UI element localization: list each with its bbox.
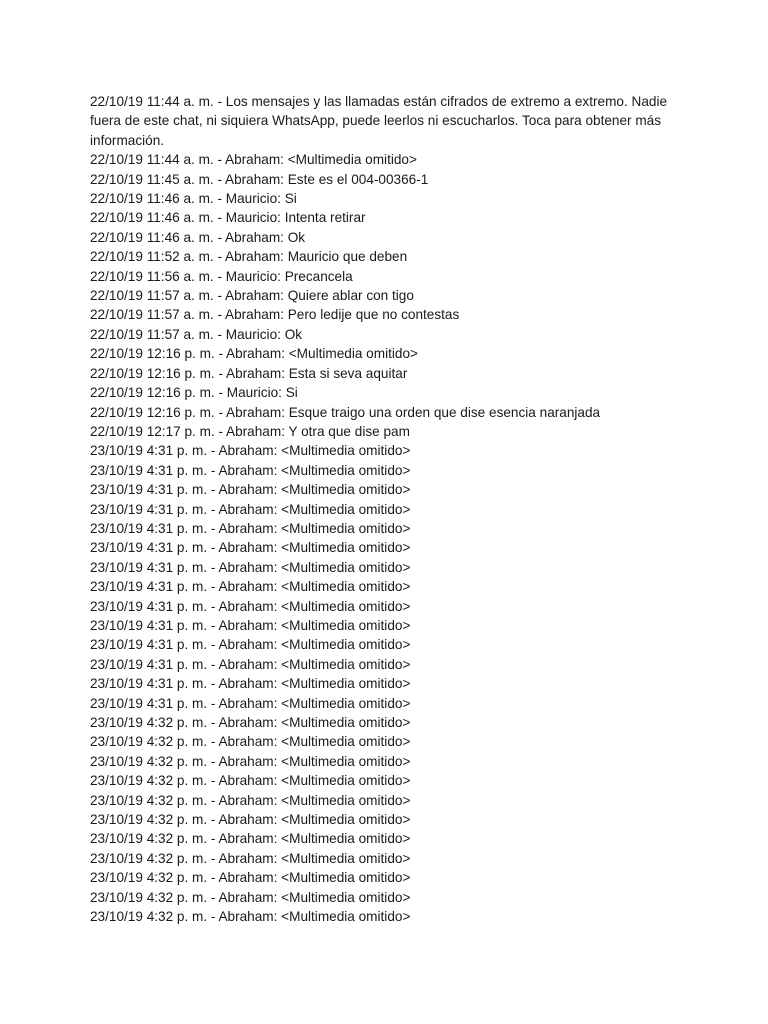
chat-message-line: 23/10/19 4:32 p. m. - Abraham: <Multimedia omitido> bbox=[90, 715, 411, 730]
chat-message-line: 22/10/19 11:46 a. m. - Abraham: Ok bbox=[90, 229, 306, 245]
chat-message-line: 22/10/19 11:46 a. m. - Mauricio: Intenta retirar bbox=[90, 210, 366, 226]
chat-message-line: 23/10/19 4:31 p. m. - Abraham: <Multimedia omitido> bbox=[90, 617, 411, 633]
chat-message-line: 23/10/19 4:31 p. m. - Abraham: <Multimedia omitido> bbox=[90, 598, 411, 614]
chat-message-line: 22/10/19 11:57 a. m. - Mauricio: Ok bbox=[90, 326, 303, 342]
chat-message-line: 23/10/19 4:32 p. m. - Abraham: <Multimedia omitido> bbox=[90, 889, 411, 905]
chat-message-line: 23/10/19 4:32 p. m. - Abraham: <Multimedia omitido> bbox=[90, 773, 411, 789]
chat-message-line: 22/10/19 11:44 a. m. - Abraham: <Multimedia omitido> bbox=[90, 152, 417, 168]
chat-message-line: 23/10/19 4:31 p. m. - Abraham: <Multimedia omitido> bbox=[90, 462, 411, 478]
chat-message-line: 23/10/19 4:32 p. m. - Abraham: <Multimedia omitido> bbox=[90, 792, 411, 808]
chat-message-line: 22/10/19 11:57 a. m. - Abraham: Quiere ablar con tigo bbox=[90, 288, 414, 304]
chat-transcript bbox=[90, 92, 690, 926]
chat-message-line: 23/10/19 4:32 p. m. - Abraham: <Multimedia omitido> bbox=[90, 870, 411, 886]
chat-message-line: 23/10/19 4:32 p. m. - Abraham: <Multimedia omitido> bbox=[90, 734, 411, 750]
chat-message-line: 23/10/19 4:31 p. m. - Abraham: <Multimedia omitido> bbox=[90, 579, 411, 595]
chat-message-line: 23/10/19 4:31 p. m. - Abraham: <Multimedia omitido> bbox=[90, 540, 411, 556]
chat-message-line: 23/10/19 4:31 p. m. - Abraham: <Multimedia omitido> bbox=[90, 501, 411, 517]
chat-message-line: 22/10/19 12:16 p. m. - Abraham: Esque traigo una orden que dise esencia naranjada bbox=[90, 404, 601, 420]
chat-message-line: 22/10/19 12:16 p. m. - Abraham: <Multimedia omitido> bbox=[90, 346, 418, 362]
chat-message-line: 22/10/19 11:57 a. m. - Abraham: Pero ledije que no contestas bbox=[90, 307, 460, 323]
chat-message-line: 22/10/19 12:16 p. m. - Abraham: Esta si seva aquitar bbox=[90, 365, 408, 381]
chat-message-line: 23/10/19 4:31 p. m. - Abraham: <Multimedia omitido> bbox=[90, 520, 411, 536]
chat-message-line: 23/10/19 4:31 p. m. - Abraham: <Multimedia omitido> bbox=[90, 559, 411, 575]
chat-message-line: 22/10/19 11:56 a. m. - Mauricio: Precancela bbox=[90, 268, 353, 284]
chat-message-line: 23/10/19 4:32 p. m. - Abraham: <Multimedia omitido> bbox=[90, 831, 411, 847]
chat-message-line: 22/10/19 11:46 a. m. - Mauricio: Si bbox=[90, 191, 297, 207]
message-list bbox=[90, 150, 690, 926]
chat-message-line: 23/10/19 4:31 p. m. - Abraham: <Multimedia omitido> bbox=[90, 637, 411, 653]
chat-message-line: 22/10/19 12:17 p. m. - Abraham: Y otra que dise pam bbox=[90, 423, 410, 439]
chat-message-line: 23/10/19 4:32 p. m. - Abraham: <Multimedia omitido> bbox=[90, 812, 411, 828]
encryption-notice: 22/10/19 11:44 a. m. - Los mensajes y las llamadas están cifrados de extremo a extremo. Nadie fuera de este chat, ni siquiera WhatsApp, puede leerlos ni escucharlos. Toca para obtener más información. bbox=[90, 94, 668, 148]
chat-message-line: 23/10/19 4:31 p. m. - Abraham: <Multimedia omitido> bbox=[90, 482, 411, 498]
chat-message-line: 23/10/19 4:32 p. m. - Abraham: <Multimedia omitido> bbox=[90, 753, 411, 769]
chat-message-line: 23/10/19 4:31 p. m. - Abraham: <Multimedia omitido> bbox=[90, 695, 411, 711]
chat-message-line: 23/10/19 4:31 p. m. - Abraham: <Multimedia omitido> bbox=[90, 676, 411, 692]
chat-message-line: 22/10/19 12:16 p. m. - Mauricio: Si bbox=[90, 385, 298, 401]
chat-message-line: 23/10/19 4:32 p. m. - Abraham: <Multimedia omitido> bbox=[90, 850, 411, 866]
chat-message-line: 23/10/19 4:31 p. m. - Abraham: <Multimedia omitido> bbox=[90, 656, 411, 672]
chat-message-line: 23/10/19 4:32 p. m. - Abraham: <Multimedia omitido> bbox=[90, 909, 411, 925]
chat-message-line: 23/10/19 4:31 p. m. - Abraham: <Multimedia omitido> bbox=[90, 443, 411, 459]
chat-message-line: 22/10/19 11:45 a. m. - Abraham: Este es el 004-00366-1 bbox=[90, 171, 429, 187]
chat-message-line: 22/10/19 11:52 a. m. - Abraham: Mauricio que deben bbox=[90, 249, 408, 265]
